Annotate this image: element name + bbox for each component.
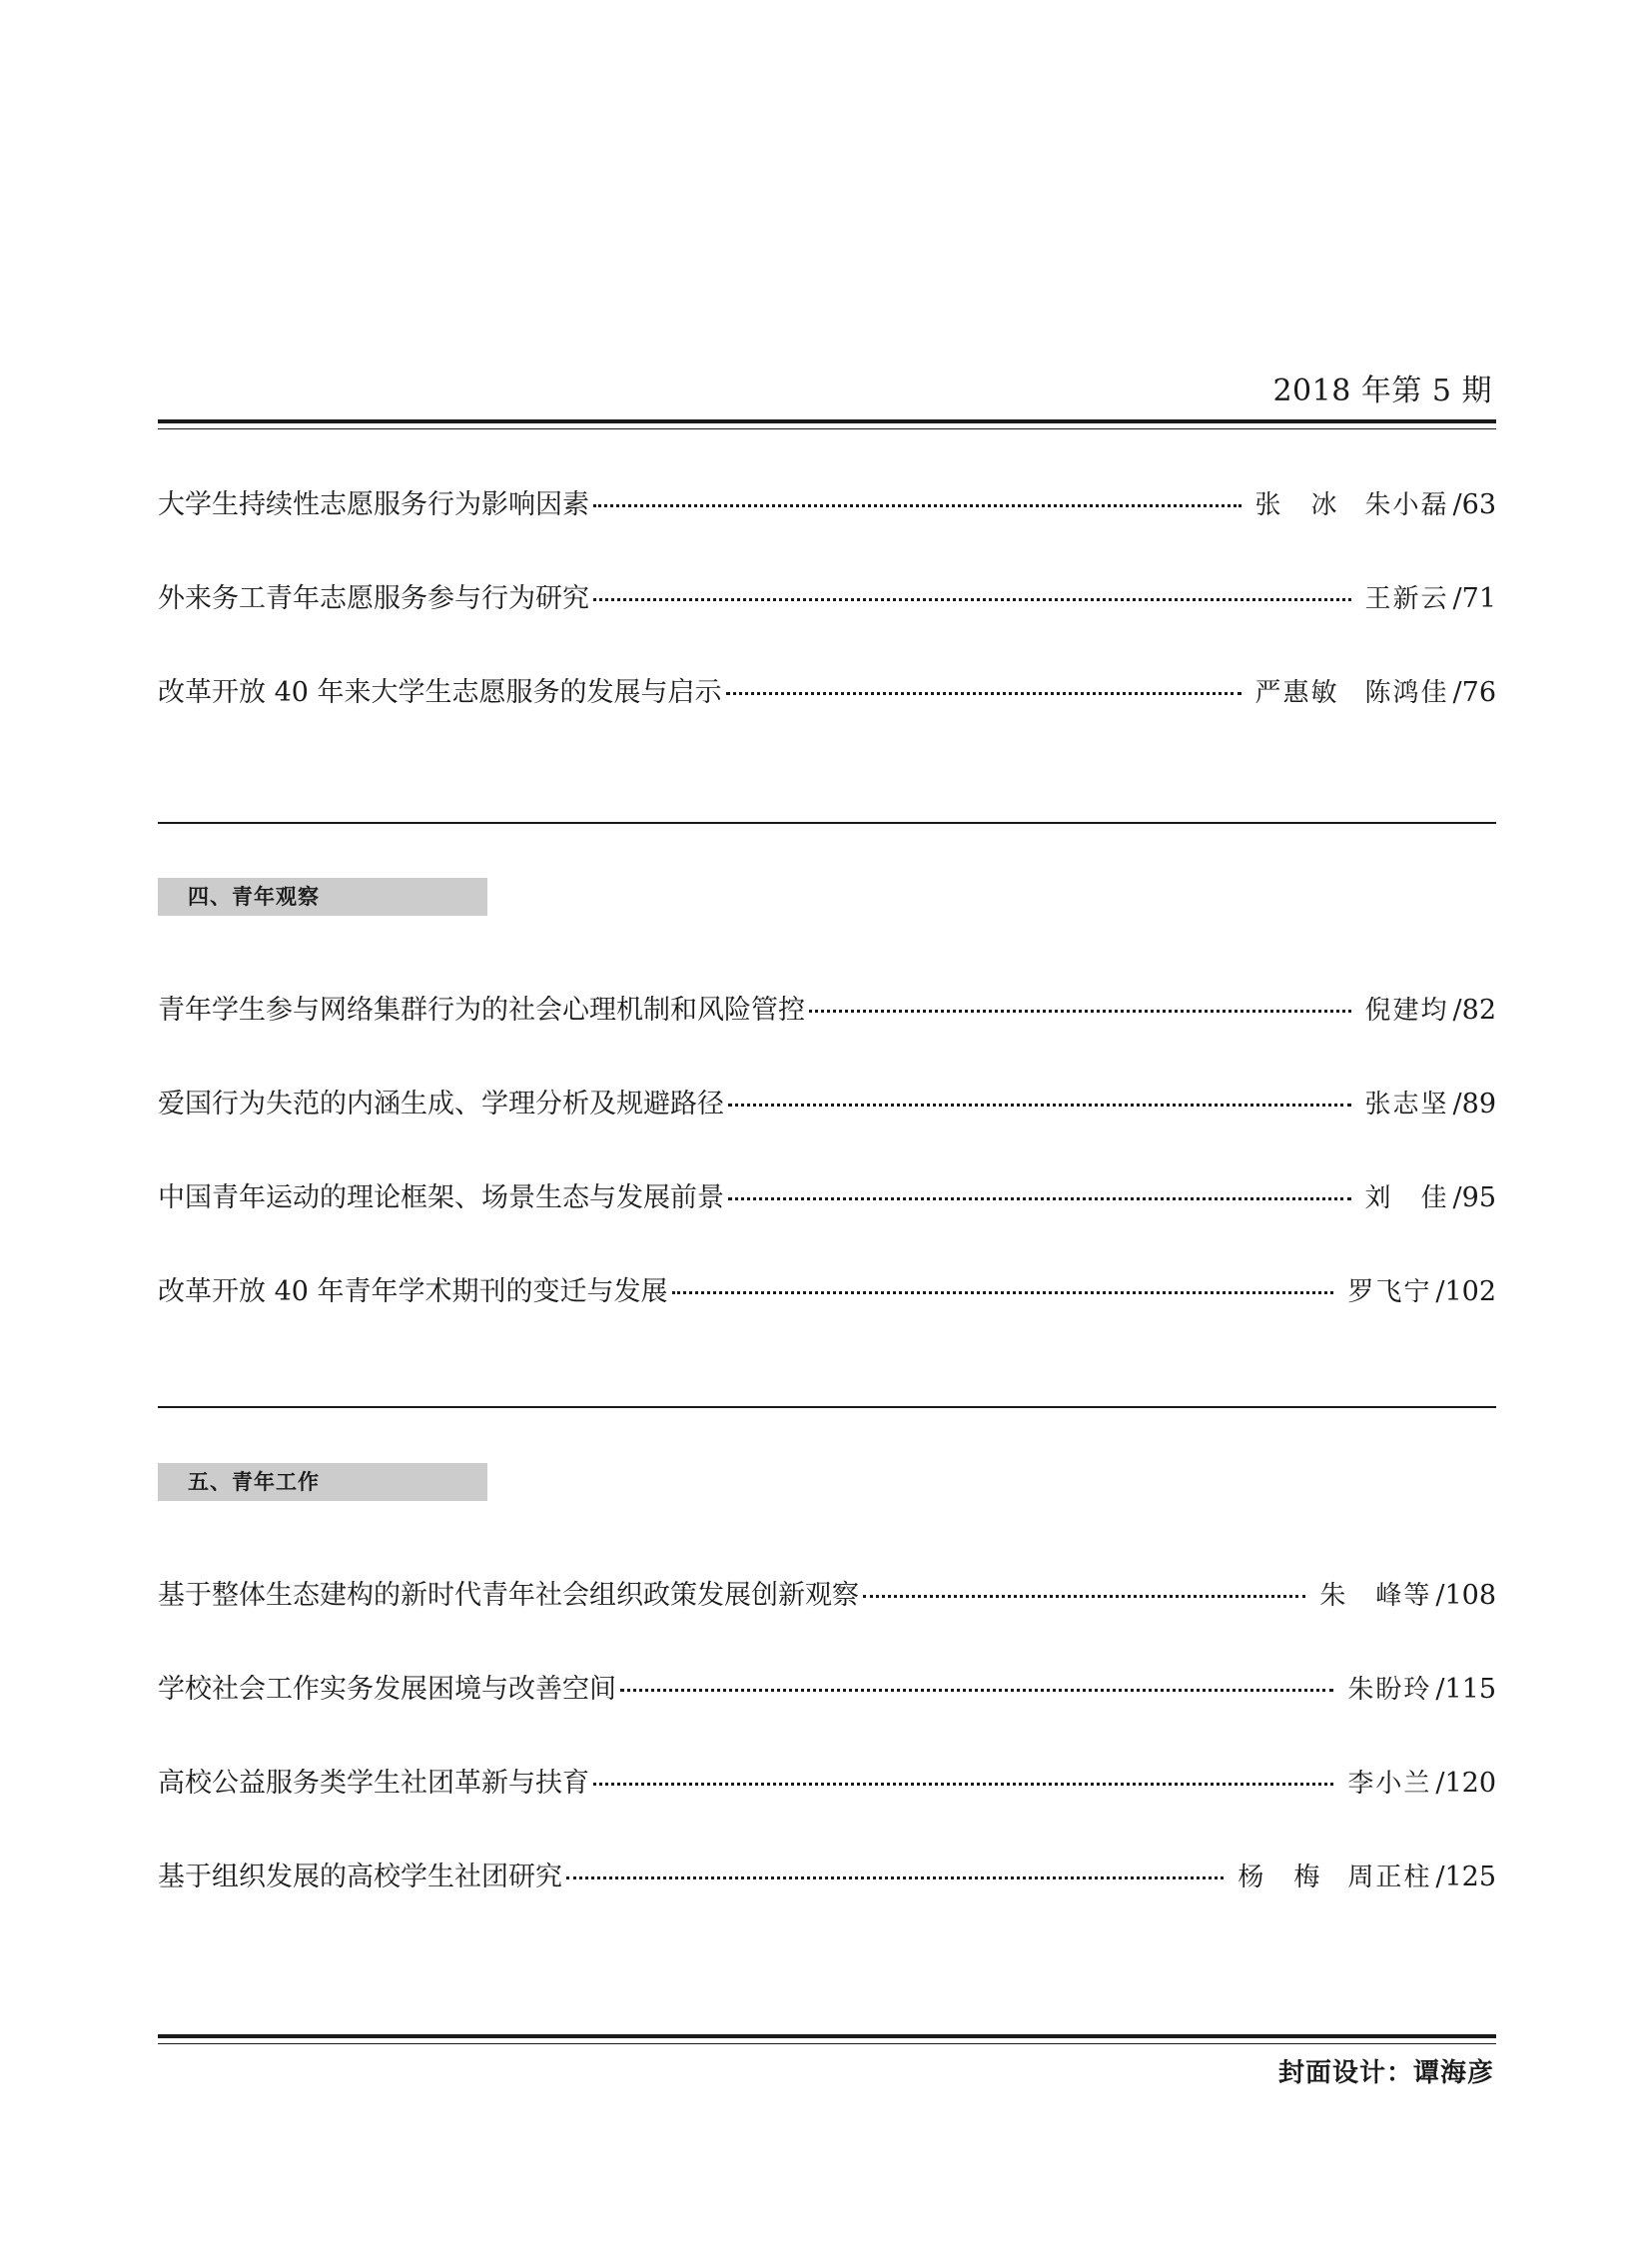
toc-entry-title: 外来务工青年志愿服务参与行为研究: [158, 583, 589, 614]
toc-entry-page: /95: [1452, 1182, 1496, 1213]
header-rule: [158, 419, 1496, 423]
author-name: 王新云: [1364, 584, 1449, 614]
author-name: 刘 佳: [1364, 1183, 1449, 1213]
toc-entry-title: 学校社会工作实务发展困境与改善空间: [158, 1674, 616, 1705]
author-name: 倪建均: [1364, 996, 1449, 1026]
toc-entry-page: /63: [1452, 489, 1496, 520]
toc-entry-page: /71: [1452, 583, 1496, 614]
toc-entry-page: /108: [1435, 1580, 1496, 1611]
author-name: 张 冰: [1254, 490, 1339, 520]
toc-entry: [158, 579, 1496, 673]
toc-entry: [158, 1858, 1496, 1951]
author-name: 严惠敏: [1254, 678, 1339, 708]
toc-entry-title: 青年学生参与网络集群行为的社会心理机制和风险管控: [158, 995, 805, 1026]
toc-entry: [158, 673, 1496, 767]
toc-entry-page: /89: [1452, 1089, 1496, 1120]
toc-entry-authors: [1365, 991, 1449, 1031]
footer-rule: [158, 2034, 1496, 2038]
toc-section-4: [158, 991, 1496, 1366]
toc-entry-authors: [1365, 1178, 1449, 1218]
toc-entry-title: 爱国行为失范的内涵生成、学理分析及规避路径: [158, 1089, 724, 1120]
leader-dots: [593, 598, 1351, 601]
toc-entry-page: /82: [1452, 995, 1496, 1026]
author-name: 朱盼玲: [1347, 1675, 1432, 1705]
section-divider: [158, 1406, 1496, 1408]
leader-dots: [728, 1197, 1351, 1200]
toc-entry-page: /76: [1452, 677, 1496, 708]
toc-entry-title: 大学生持续性志愿服务行为影响因素: [158, 489, 589, 520]
cover-design-credit: 封面设计：谭海彦: [1277, 2058, 1494, 2088]
author-name: 朱 峰等: [1319, 1581, 1432, 1611]
leader-dots: [809, 1010, 1351, 1013]
toc-entry: [158, 1576, 1496, 1670]
toc-entry-title: 高校公益服务类学生社团革新与扶育: [158, 1768, 589, 1799]
toc-entry-authors: [1347, 1764, 1431, 1804]
leader-dots: [672, 1291, 1334, 1294]
toc-entry-page: /102: [1435, 1276, 1496, 1307]
section-label-4: 四、青年观察: [158, 878, 487, 916]
toc-entry: [158, 1178, 1496, 1272]
author-name: 陈鸿佳: [1364, 678, 1449, 708]
leader-dots: [620, 1689, 1333, 1692]
toc-entry: [158, 1085, 1496, 1178]
toc-entry: [158, 485, 1496, 579]
author-name: 张志坚: [1364, 1090, 1449, 1120]
toc-entry: [158, 991, 1496, 1085]
toc-section-5: [158, 1576, 1496, 1951]
author-name: 杨 梅: [1238, 1863, 1322, 1892]
toc-entry-page: /120: [1435, 1768, 1496, 1799]
section-label-5: 五、青年工作: [158, 1463, 487, 1501]
toc-entry-authors: [1347, 1670, 1431, 1710]
toc-entry-authors: [1255, 673, 1449, 713]
toc-entry-title: 基于组织发展的高校学生社团研究: [158, 1862, 562, 1892]
toc-entry-authors: [1319, 1576, 1431, 1616]
toc-entry-title: 中国青年运动的理论框架、场景生态与发展前景: [158, 1182, 724, 1213]
author-name: 罗飞宁: [1347, 1277, 1432, 1307]
leader-dots: [728, 1104, 1351, 1107]
leader-dots: [863, 1595, 1305, 1598]
toc-entry: [158, 1272, 1496, 1366]
leader-dots: [726, 692, 1241, 695]
leader-dots: [593, 504, 1241, 507]
author-name: 周正柱: [1347, 1863, 1432, 1892]
leader-dots: [566, 1876, 1224, 1879]
toc-entry-page: /125: [1435, 1862, 1496, 1892]
leader-dots: [593, 1783, 1333, 1786]
toc-entry-authors: [1365, 579, 1449, 619]
toc-entry-authors: [1255, 485, 1449, 525]
toc-entry: [158, 1670, 1496, 1764]
author-name: 李小兰: [1347, 1769, 1432, 1799]
toc-entry-title: 基于整体生态建构的新时代青年社会组织政策发展创新观察: [158, 1580, 859, 1611]
toc-entry-authors: [1365, 1085, 1449, 1124]
toc-entry-authors: [1238, 1858, 1431, 1897]
issue-label: 2018 年第 5 期: [1272, 374, 1492, 408]
toc-entry-authors: [1347, 1272, 1431, 1312]
toc-group-top: [158, 485, 1496, 767]
toc-entry-page: /115: [1435, 1674, 1496, 1705]
author-name: 朱小磊: [1364, 490, 1449, 520]
toc-entry-title: 改革开放 40 年来大学生志愿服务的发展与启示: [158, 677, 722, 708]
toc-entry: [158, 1764, 1496, 1858]
toc-entry-title: 改革开放 40 年青年学术期刊的变迁与发展: [158, 1276, 668, 1307]
section-divider: [158, 822, 1496, 824]
